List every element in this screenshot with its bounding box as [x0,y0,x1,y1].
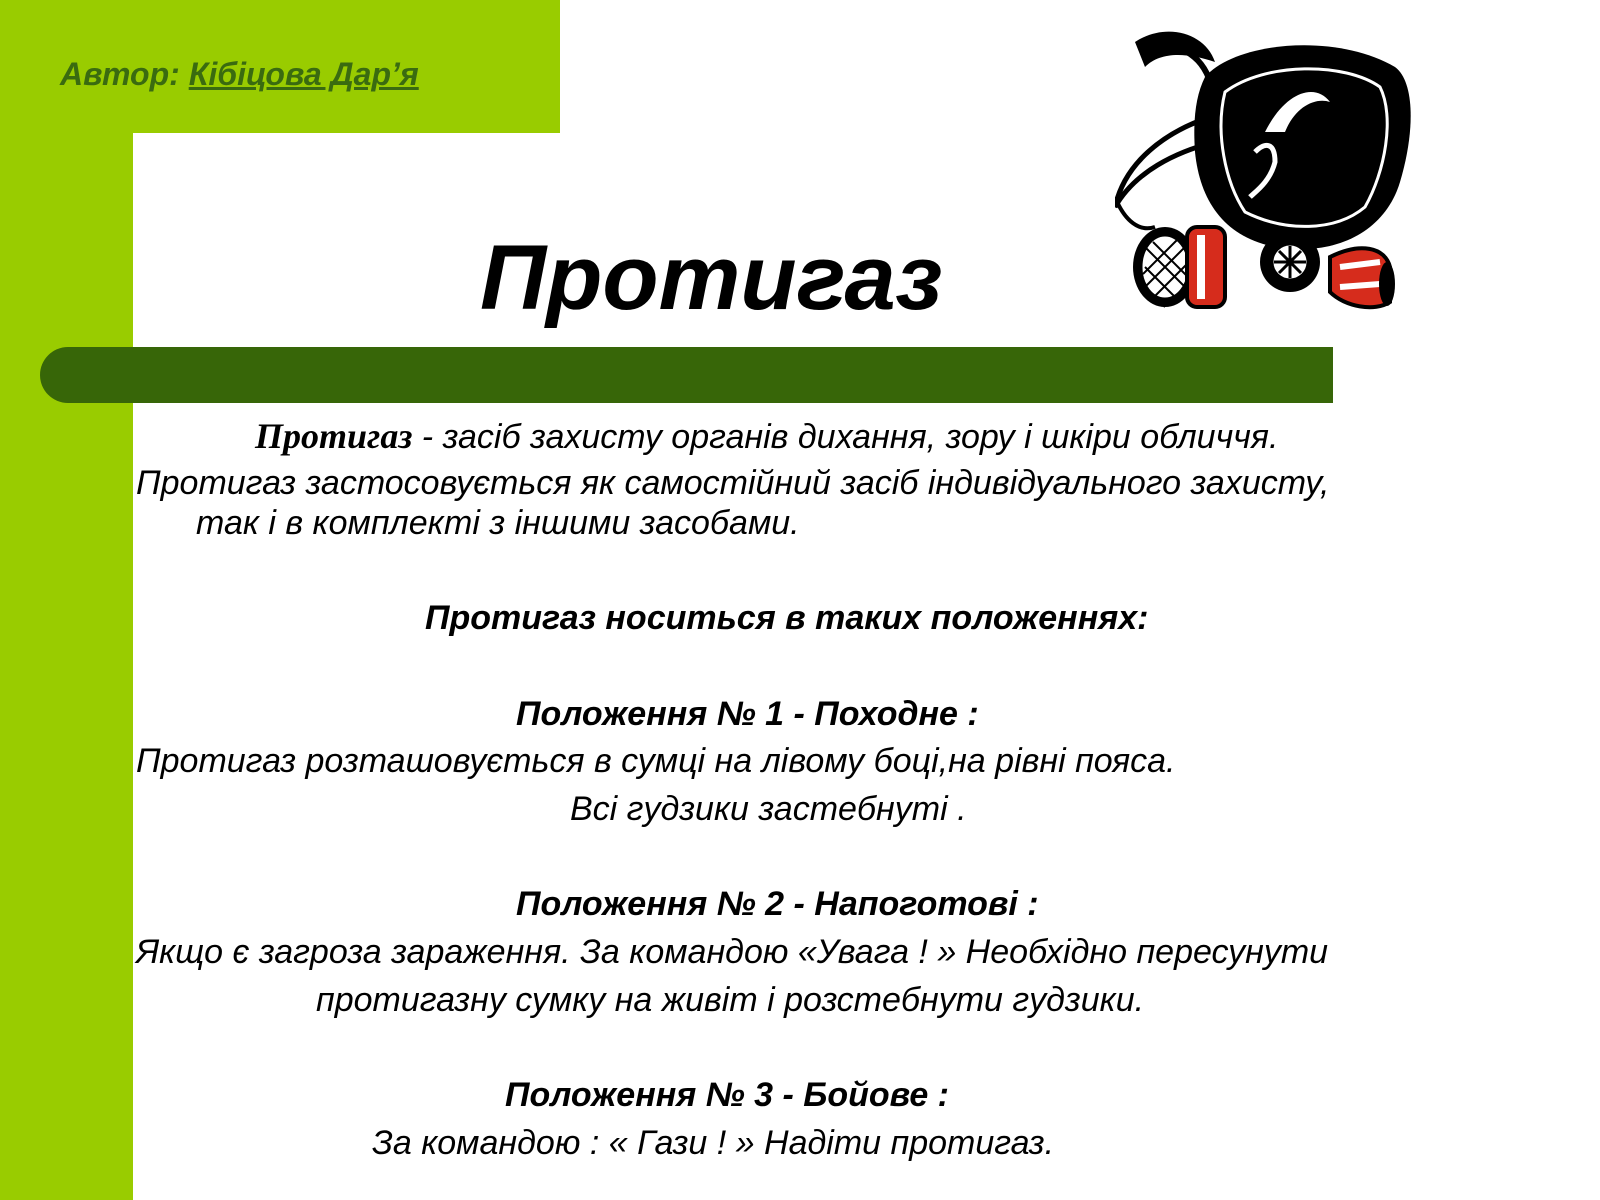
position-3-line-1: За командою : « Гази ! » Надіти протигаз. [372,1124,1055,1162]
intro-line-1 [255,418,1278,454]
title-divider-bar [40,347,1333,403]
intro-definition: - засіб захисту органів дихання, зору і шкіри обличчя. [412,418,1279,456]
gas-mask-icon [1115,22,1445,327]
intro-line-2: Протигаз застосовується як самостійний засіб індивідуального захисту, [136,464,1330,502]
position-3-heading: Положення № 3 - Бойове : [505,1076,950,1114]
page-title: Протигаз [480,227,943,329]
position-2-line-2: протигазну сумку на живіт і розстебнути гудзики. [316,981,1145,1019]
author-name-link[interactable]: Кібіцова Дар’я [188,56,419,92]
intro-term: Протигаз [255,416,413,456]
position-1-line-2: Всі гудзики застебнуті . [570,790,967,828]
positions-heading: Протигаз носиться в таких положеннях: [425,599,1149,637]
position-1-line-1: Протигаз розташовується в сумці на лівому боці,на рівні пояса. [136,742,1176,780]
author-credit [60,56,419,93]
intro-line-3: так і в комплекті з іншими засобами. [196,504,800,542]
author-label: Автор: [60,56,180,92]
position-2-line-1: Якщо є загроза зараження. За командою «Увага ! » Необхідно пересунути [136,933,1329,971]
position-1-heading: Положення № 1 - Походне : [516,695,979,733]
position-2-heading: Положення № 2 - Напоготові : [516,885,1039,923]
left-accent-band [0,0,133,1200]
